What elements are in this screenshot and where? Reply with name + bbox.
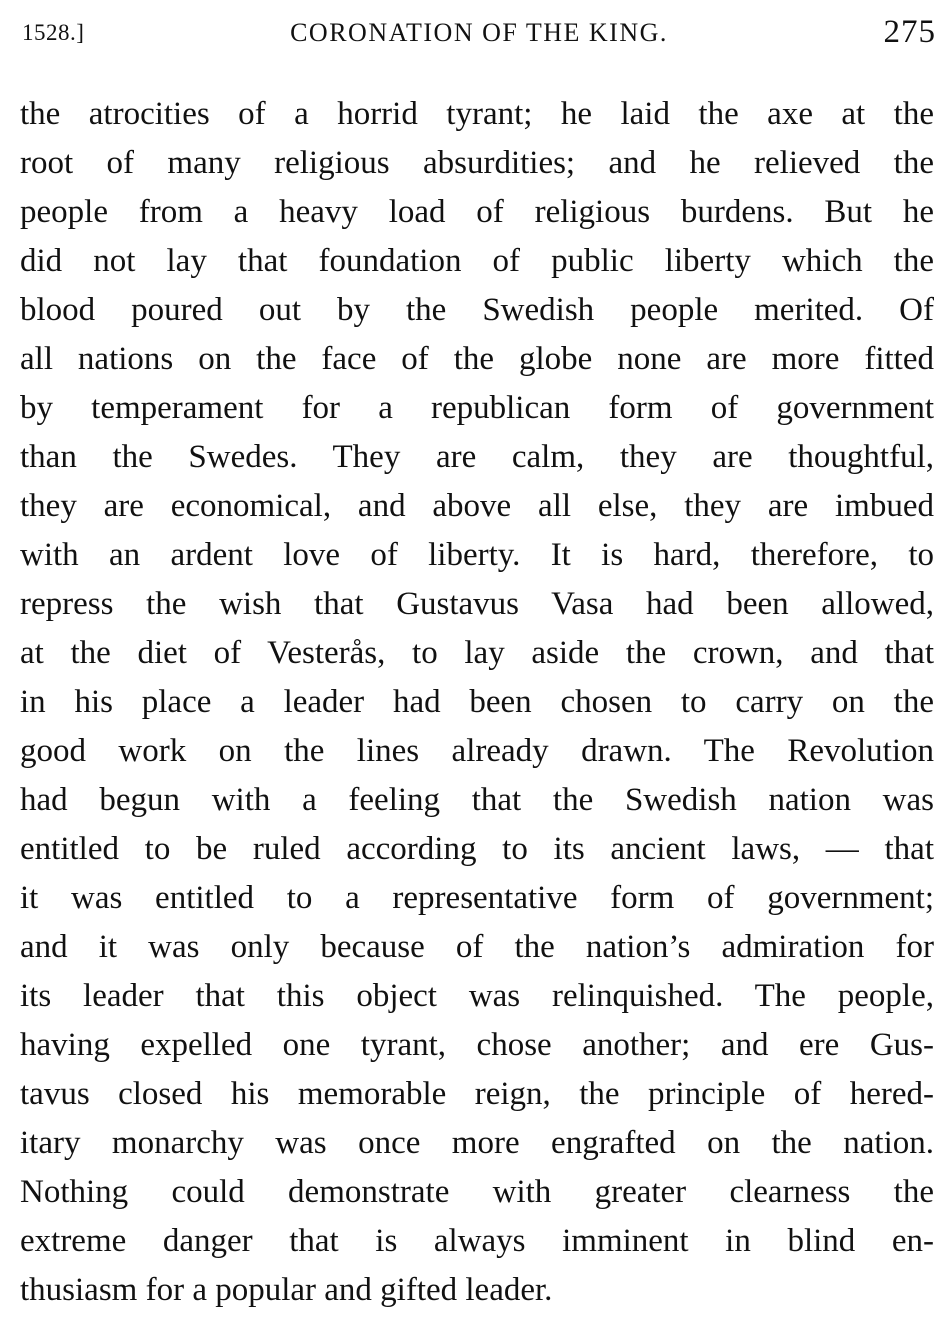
text-line: by temperament for a republican form of government bbox=[20, 390, 934, 426]
text-line: they are economical, and above all else, they are imbued bbox=[20, 488, 934, 524]
page-number: 275 bbox=[883, 14, 936, 50]
text-line: Nothing could demonstrate with greater clearness the bbox=[20, 1174, 934, 1210]
text-line: people from a heavy load of religious burdens. But he bbox=[20, 194, 934, 230]
text-line: tavus closed his memorable reign, the principle of hered- bbox=[20, 1076, 934, 1112]
text-line-final: thusiasm for a popular and gifted leader. bbox=[20, 1272, 553, 1308]
text-line: itary monarchy was once more engrafted on the nation. bbox=[20, 1125, 934, 1161]
text-line: had begun with a feeling that the Swedish nation was bbox=[20, 782, 934, 818]
running-header bbox=[22, 14, 936, 54]
text-line: the atrocities of a horrid tyrant; he laid the axe at the bbox=[20, 96, 934, 132]
text-line: in his place a leader had been chosen to carry on the bbox=[20, 684, 934, 720]
text-line: good work on the lines already drawn. The Revolution bbox=[20, 733, 934, 769]
text-line: entitled to be ruled according to its ancient laws, — that bbox=[20, 831, 934, 867]
text-line: all nations on the face of the globe none are more fitted bbox=[20, 341, 934, 377]
body-text bbox=[20, 90, 934, 1315]
text-line: root of many religious absurdities; and he relieved the bbox=[20, 145, 934, 181]
text-line: at the diet of Vesterås, to lay aside the crown, and that bbox=[20, 635, 934, 671]
chapter-title: CORONATION OF THE KING. bbox=[290, 18, 668, 47]
text-line: repress the wish that Gustavus Vasa had been allowed, bbox=[20, 586, 934, 622]
text-line: blood poured out by the Swedish people merited. Of bbox=[20, 292, 934, 328]
text-line: and it was only because of the nation’s admiration for bbox=[20, 929, 934, 965]
header-year: 1528.] bbox=[22, 20, 85, 45]
text-line: with an ardent love of liberty. It is hard, therefore, to bbox=[20, 537, 934, 573]
text-line: its leader that this object was relinquished. The people, bbox=[20, 978, 934, 1014]
text-line: it was entitled to a representative form of government; bbox=[20, 880, 934, 916]
text-line: having expelled one tyrant, chose another; and ere Gus- bbox=[20, 1027, 934, 1063]
text-line: did not lay that foundation of public liberty which the bbox=[20, 243, 934, 279]
text-line: than the Swedes. They are calm, they are thoughtful, bbox=[20, 439, 934, 475]
text-line: extreme danger that is always imminent in blind en- bbox=[20, 1223, 934, 1259]
